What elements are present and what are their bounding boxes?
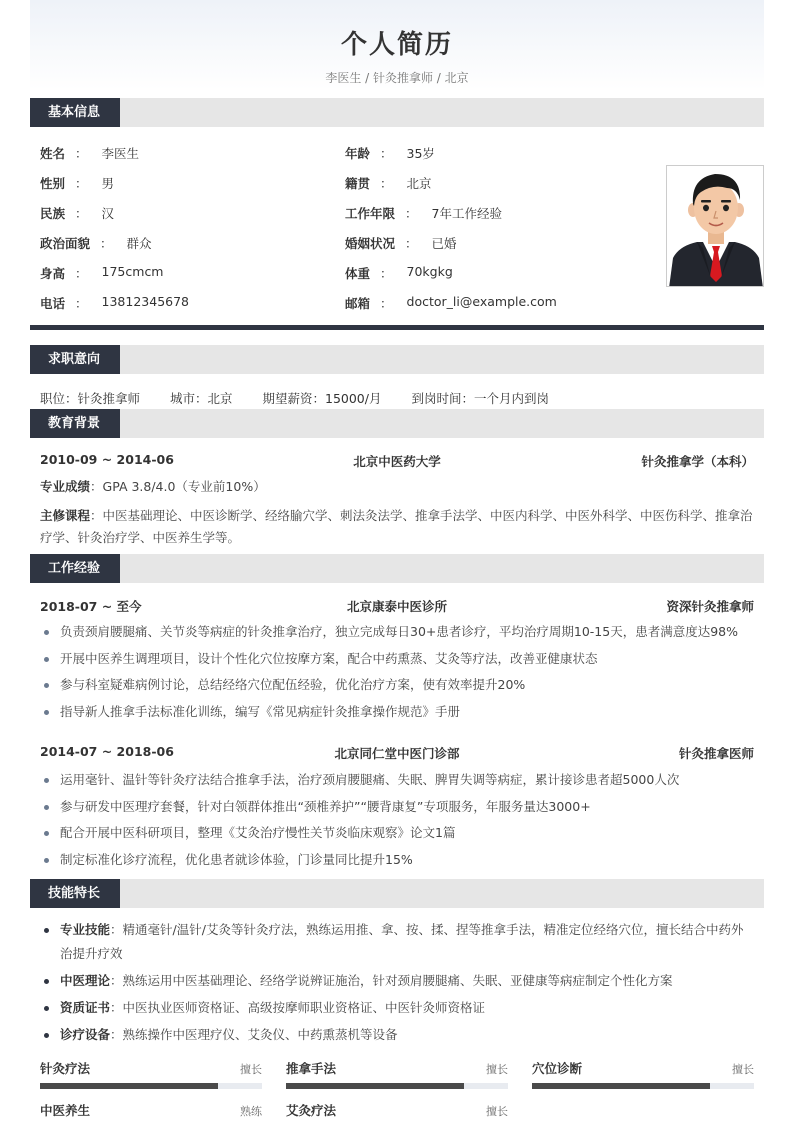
info-ethnicity [40,204,345,222]
work-duties-list [40,619,754,725]
info-political [40,234,345,252]
field-label: 年龄 [345,146,371,161]
page-title: 个人简历 [340,30,453,60]
colon: ： [100,236,113,251]
work-header-row [40,597,754,615]
skill-bar-name: 中医养生 [40,1103,91,1118]
skill-bar-name: 推拿手法 [286,1061,337,1076]
work-duties-list [40,767,754,873]
skill-bar-name: 针灸疗法 [40,1061,91,1076]
page-subtitle: 李医生 / 针灸推拿师 / 北京 [325,71,469,85]
list-item [40,918,754,966]
colon: ： [380,296,393,311]
skill-text: ：熟练操作中医理疗仪、艾灸仪、中药熏蒸机等设备 [110,1027,398,1042]
info-row [40,258,650,288]
info-phone [40,294,345,312]
colon: ： [405,236,418,251]
field-value: 已婚 [431,236,457,251]
field-value: 群众 [126,236,152,251]
courses-label: 主修课程 [40,508,91,523]
section-work [30,554,764,583]
skill-bar [286,1059,508,1089]
skill-bar-fill [40,1083,218,1089]
field-label: 工作年限 [345,206,396,221]
education-school: 北京中医药大学 [353,454,441,469]
work-role: 针灸推拿医师 [678,746,754,761]
intent-position: 职位：针灸推拿师 [40,391,141,406]
skills-list [40,918,754,1050]
field-label: 性别 [40,176,66,191]
skill-label: 资质证书 [60,1000,111,1015]
field-label: 体重 [345,266,371,281]
colon: ： [75,146,88,161]
field-value: 13812345678 [101,294,190,309]
skill-bar [532,1059,754,1089]
skill-label: 专业技能 [60,922,111,937]
basic-info-grid [40,138,650,318]
work-role: 资深针灸推拿师 [666,599,754,614]
info-weight [345,264,650,282]
colon: ： [75,296,88,311]
field-label: 电话 [40,296,66,311]
education-grade [40,476,754,498]
skill-bar-name: 艾灸疗法 [286,1103,337,1118]
field-label: 政治面貌 [40,236,91,251]
intent-arrival: 到岗时间：一个月内到岗 [411,391,549,406]
work-company: 北京同仁堂中医门诊部 [334,746,460,761]
colon: ： [380,146,393,161]
skill-bar-level: 擅长 [486,1063,508,1076]
colon: ： [405,206,418,221]
list-item [40,996,754,1020]
education-header-row [40,452,754,470]
grade-label: 专业成绩 [40,479,91,494]
skill-bar-track [532,1083,754,1089]
intent-salary: 期望薪资：15000/月 [262,391,382,406]
colon: ： [75,266,88,281]
field-value: 李医生 [101,146,140,161]
colon: ： [75,206,88,221]
education-major: 针灸推拿学（本科） [641,454,754,469]
skill-bar [40,1101,262,1123]
field-label: 身高 [40,266,66,281]
field-value: 35岁 [406,146,435,161]
colon: ： [380,176,393,191]
skill-bar-track [40,1083,262,1089]
education-courses [40,505,754,549]
list-item: 参与研发中医理疗套餐，针对白领群体推出“颈椎养护”“腰背康复”专项服务，年服务量达3000+ [40,794,754,821]
skill-bar [286,1101,508,1123]
skill-label: 诊疗设备 [60,1027,111,1042]
intent-city: 城市：北京 [170,391,233,406]
skill-bar-level: 熟练 [240,1105,262,1118]
info-row [40,198,650,228]
section-job-intent [30,345,764,374]
field-label: 邮箱 [345,296,371,311]
list-item [40,1023,754,1047]
work-header-row [40,744,754,762]
field-value: 汉 [101,206,115,221]
section-title: 基本信息 [30,98,120,127]
field-label: 姓名 [40,146,66,161]
section-education [30,409,764,438]
section-skills [30,879,764,908]
info-row [40,228,650,258]
field-label: 籍贯 [345,176,371,191]
info-name [40,144,345,162]
work-company: 北京康泰中医诊所 [346,599,447,614]
skill-bar-fill [532,1083,710,1089]
list-item: 负责颈肩腰腿痛、关节炎等病症的针灸推拿治疗，独立完成每日30+患者诊疗，平均治疗周期10-15天，患者满意度达98% [40,619,754,646]
info-work-years [345,204,650,222]
field-label: 婚姻状况 [345,236,396,251]
list-item: 参与科室疑难病例讨论，总结经络穴位配伍经验，优化治疗方案，使有效率提升20% [40,672,754,699]
field-value: 男 [101,176,115,191]
avatar [666,165,764,287]
info-gender [40,174,345,192]
skill-bar-track [286,1083,508,1089]
resume-header [30,0,764,90]
info-native-place [345,174,650,192]
list-item: 开展中医养生调理项目，设计个性化穴位按摩方案，配合中药熏蒸、艾灸等疗法，改善亚健康状态 [40,646,754,673]
info-marital [345,234,650,252]
info-age [345,144,650,162]
skill-bar-level: 擅长 [732,1063,754,1076]
skill-text: ：精通毫针/温针/艾灸等针灸疗法，熟练运用推、拿、按、揉、捏等推拿手法，精准定位经络穴位，擅长结合中药外治提升疗效 [60,922,744,961]
colon: ： [75,176,88,191]
skill-text: ：熟练运用中医基础理论、经络学说辨证施治，针对颈肩腰腿痛、失眠、亚健康等病症制定个性化方案 [110,973,673,988]
section-basic-info [30,98,764,127]
list-item [40,969,754,993]
info-row [40,168,650,198]
field-label: 民族 [40,206,66,221]
skill-bar-fill [286,1083,464,1089]
list-item: 指导新人推拿手法标准化训练，编写《常见病症针灸推拿操作规范》手册 [40,699,754,726]
section-title: 工作经验 [30,554,120,583]
courses-value: ：中医基础理论、中医诊断学、经络腧穴学、刺法灸法学、推拿手法学、中医内科学、中医外科学、中医伤科学、推拿治疗学、针灸治疗学、中医养生学等。 [40,508,753,545]
skill-bar-name: 穴位诊断 [532,1061,583,1076]
skill-label: 中医理论 [60,973,111,988]
info-row [40,288,650,318]
grade-value: ：GPA 3.8/4.0（专业前10%） [90,479,266,494]
avatar-illustration [667,166,764,287]
field-value: 70kgkg [406,264,453,279]
list-item: 制定标准化诊疗流程，优化患者就诊体验，门诊量同比提升15% [40,847,754,874]
info-height [40,264,345,282]
list-item: 运用毫针、温针等针灸疗法结合推拿手法，治疗颈肩腰腿痛、失眠、脾胃失调等病症，累计接诊患者超5000人次 [40,767,754,794]
section-title: 求职意向 [30,345,120,374]
skill-text: ：中医执业医师资格证、高级按摩师职业资格证、中医针灸师资格证 [110,1000,486,1015]
section-title: 教育背景 [30,409,120,438]
section-title: 技能特长 [30,879,120,908]
education-period: 2010-09 ~ 2014-06 [40,452,174,467]
field-value: 北京 [406,176,432,191]
work-period: 2014-07 ~ 2018-06 [40,744,174,759]
info-row [40,138,650,168]
colon: ： [380,266,393,281]
work-period: 2018-07 ~ 至今 [40,599,142,614]
skill-bar [40,1059,262,1089]
field-value: doctor_li@example.com [406,294,557,309]
job-intent-line [40,389,575,407]
list-item: 配合开展中医科研项目，整理《艾灸治疗慢性关节炎临床观察》论文1篇 [40,820,754,847]
field-value: 175cmcm [101,264,164,279]
info-email [345,294,650,312]
skill-bar-level: 擅长 [240,1063,262,1076]
divider [30,325,764,330]
skill-bar-level: 擅长 [486,1105,508,1118]
field-value: 7年工作经验 [431,206,502,221]
